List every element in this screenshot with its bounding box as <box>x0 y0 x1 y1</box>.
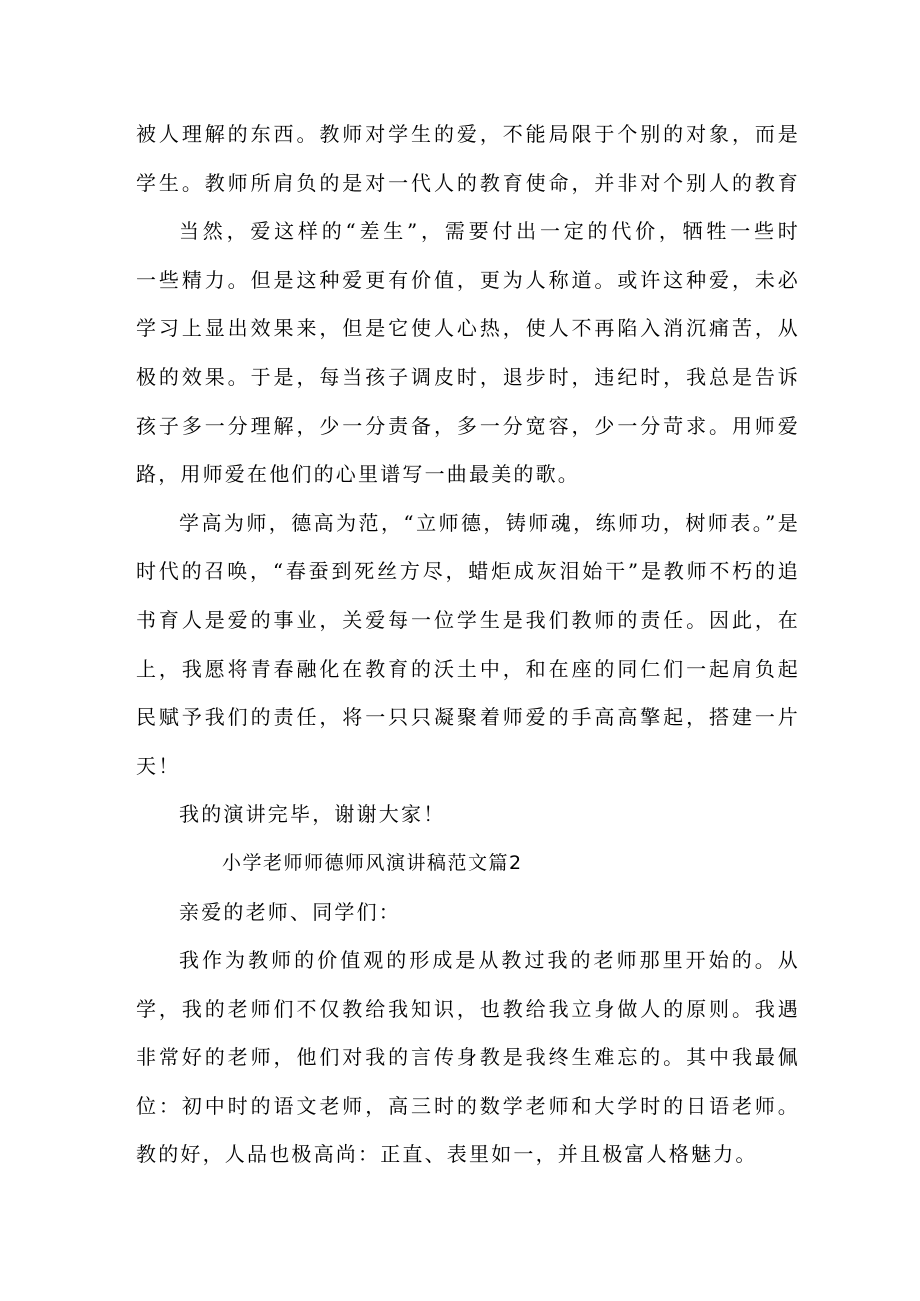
paragraph <box>136 110 800 207</box>
text-line: 非常好的老师，他们对我的言传身教是我终生难忘的。其中我最佩 <box>136 1045 800 1070</box>
text-line: 学习上显出效果来，但是它使人心热，使人不再陷入消沉痛苦，从 <box>136 316 800 341</box>
text-line: 民赋予我们的责任，将一只只凝聚着师爱的手高高擎起，搭建一片 <box>136 705 800 730</box>
text-line: 极的效果。于是，每当孩子调皮时，退步时，违纪时，我总是告诉 <box>136 364 800 389</box>
text-line: 学，我的老师们不仅教给我知识，也教给我立身做人的原则。我遇 <box>136 996 800 1021</box>
text-line: 一些精力。但是这种爱更有价值，更为人称道。或许这种爱，未必 <box>136 267 800 292</box>
text-line: 我的演讲完毕，谢谢大家！ <box>179 802 446 827</box>
paragraph <box>136 888 800 937</box>
text-line: 我作为教师的价值观的形成是从教过我的老师那里开始的。从 <box>179 948 800 973</box>
text-line: 小学老师师德师风演讲稿范文篇2 <box>222 851 523 874</box>
section-heading <box>136 839 800 888</box>
paragraph <box>136 207 800 499</box>
text-line: 学高为师，德高为范，“立师德，铸师魂，练师功，树师表。”是 <box>179 510 800 535</box>
text-line: 位：初中时的语文老师，高三时的数学老师和大学时的日语老师。 <box>136 1093 800 1118</box>
text-line: 亲爱的老师、同学们： <box>179 899 401 924</box>
paragraph <box>136 499 800 791</box>
text-line: 路，用师爱在他们的心里谱写一曲最美的歌。 <box>136 462 580 487</box>
text-line: 书育人是爱的事业，关爱每一位学生是我们教师的责任。因此，在 <box>136 607 800 632</box>
text-line: 教的好，人品也极高尚：正直、表里如一，并且极富人格魅力。 <box>136 1142 758 1167</box>
text-line: 当然，爱这样的“差生”，需要付出一定的代价，牺牲一些时 <box>179 219 800 244</box>
text-line: 学生。教师所肩负的是对一代人的教育使命，并非对个别人的教育 <box>136 170 800 195</box>
paragraph <box>136 936 800 1179</box>
text-line: 被人理解的东西。教师对学生的爱，不能局限于个别的对象，而是 <box>136 122 800 146</box>
text-line: 上，我愿将青春融化在教育的沃土中，和在座的同仁们一起肩负起 <box>136 656 800 681</box>
paragraph <box>136 790 800 839</box>
text-line: 时代的召唤，“春蚕到死丝方尽，蜡炬成灰泪始干”是教师不朽的追 <box>136 559 800 584</box>
document-body <box>136 110 800 1179</box>
text-line: 天！ <box>136 753 181 778</box>
text-line: 孩子多一分理解，少一分责备，多一分宽容，少一分苛求。用师爱 <box>136 413 800 438</box>
